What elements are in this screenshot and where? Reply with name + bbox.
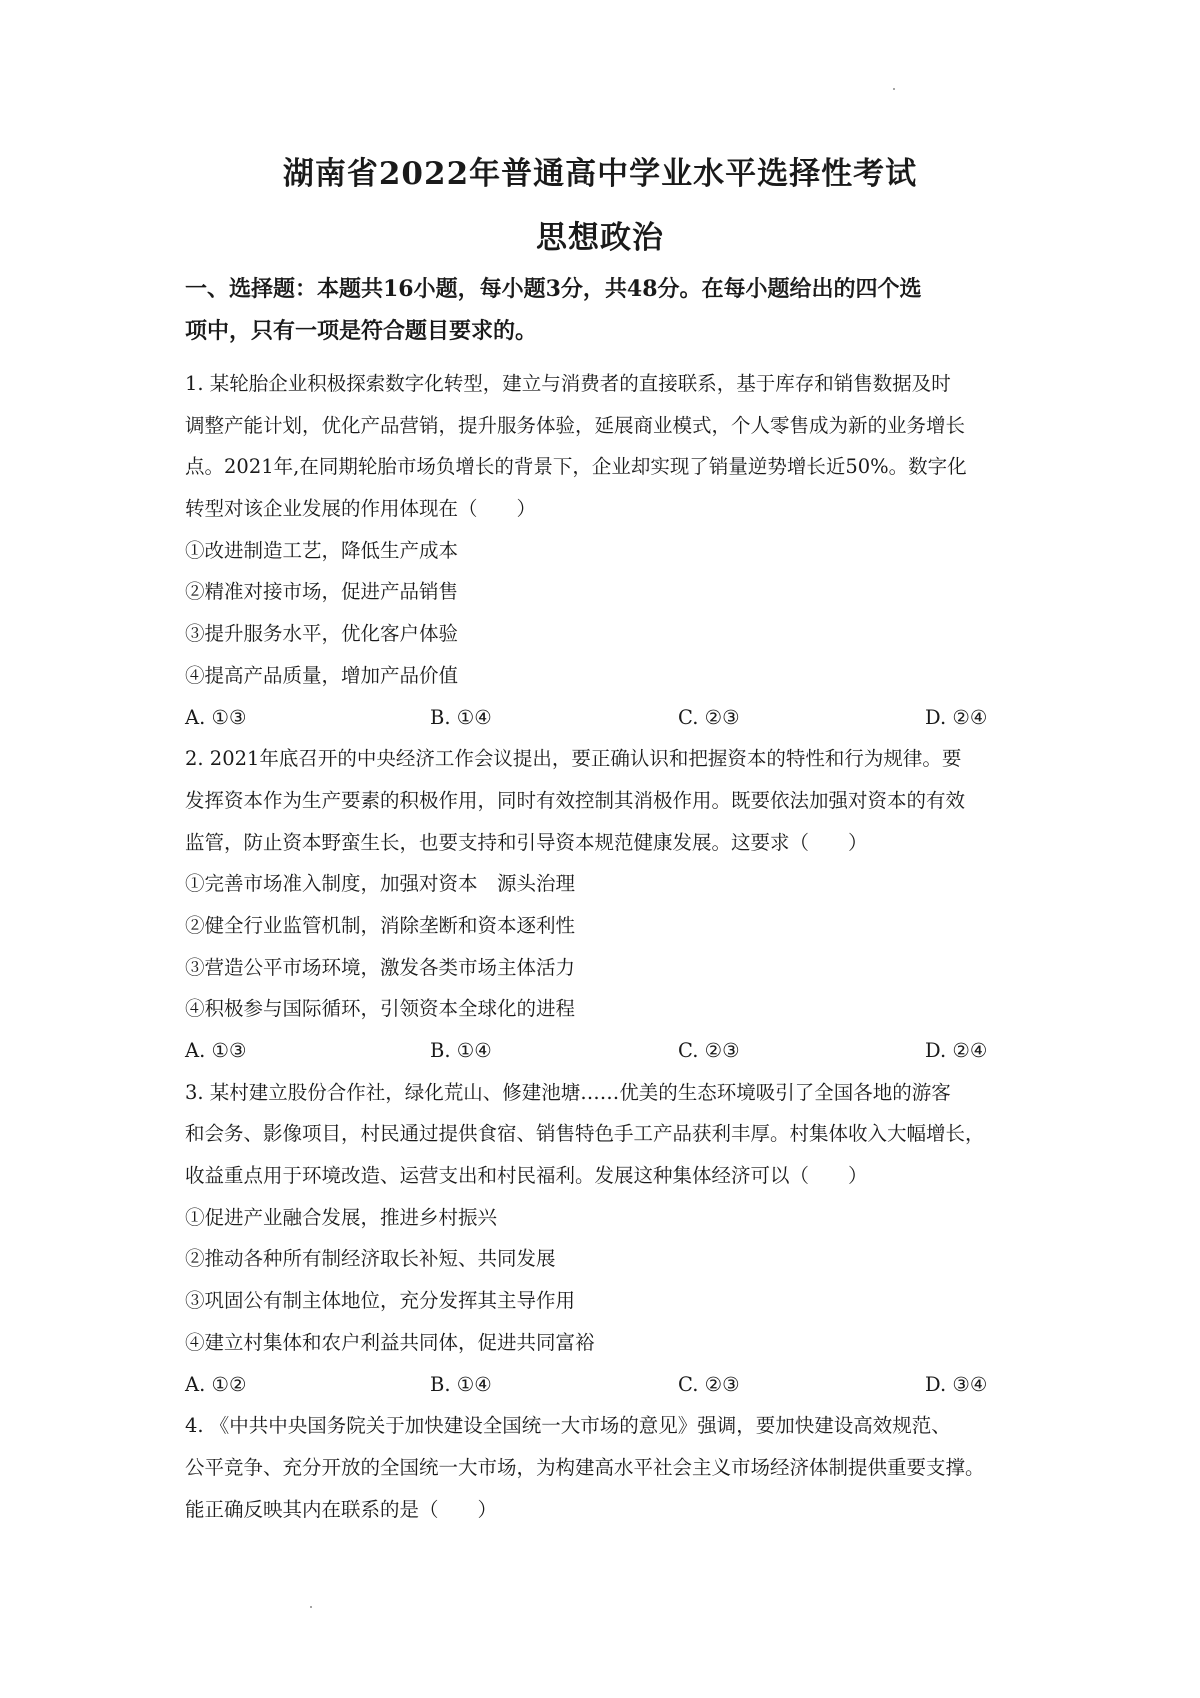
scan-speck — [310, 1606, 312, 1608]
question-item: ②推动各种所有制经济取长补短、共同发展 — [185, 1247, 556, 1271]
answer-options — [185, 1364, 1050, 1406]
option-c: C. ②③ — [678, 705, 740, 729]
question-stem-line: 和会务、影像项目，村民通过提供食宿、销售特色手工产品获利丰厚。村集体收入大幅增长， — [185, 1122, 985, 1146]
question-stem-line: 3. 某村建立股份合作社，绿化荒山、修建池塘……优美的生态环境吸引了全国各地的游客 — [185, 1080, 951, 1104]
question-stem-line: 收益重点用于环境改造、运营支出和村民福利。发展这种集体经济可以（ ） — [185, 1164, 868, 1188]
question-stem-line: 公平竞争、充分开放的全国统一大市场，为构建高水平社会主义市场经济体制提供重要支撑。 — [185, 1455, 985, 1479]
question-stem-line: 发挥资本作为生产要素的积极作用，同时有效控制其消极作用。既要依法加强对资本的有效 — [185, 788, 966, 812]
option-b: B. ①④ — [430, 705, 492, 729]
question-stem-line: 转型对该企业发展的作用体现在（ ） — [185, 497, 537, 521]
question-stem-line: 4. 《中共中央国务院关于加快建设全国统一大市场的意见》强调，要加快建设高效规范、 — [185, 1414, 951, 1438]
option-d: D. ③④ — [925, 1372, 988, 1396]
section-heading-line: 项中，只有一项是符合题目要求的。 — [185, 318, 538, 344]
question-item: ③营造公平市场环境，激发各类市场主体活力 — [185, 955, 576, 979]
question-item: ①促进产业融合发展，推进乡村振兴 — [185, 1205, 498, 1229]
option-b: B. ①④ — [430, 1372, 492, 1396]
section-heading — [185, 268, 1045, 352]
questions-list — [185, 363, 1050, 1530]
question-stem-line: 点。2021年,在同期轮胎市场负增长的背景下，企业却实现了销量逆势增长近50%。数字化 — [185, 455, 967, 479]
question-item: ①改进制造工艺，降低生产成本 — [185, 538, 459, 562]
question-4 — [185, 1405, 1050, 1530]
question-2 — [185, 738, 1050, 1072]
scan-speck — [893, 88, 895, 90]
question-item: ③提升服务水平，优化客户体验 — [185, 622, 459, 646]
question-item: ④提高产品质量，增加产品价值 — [185, 663, 459, 687]
option-b: B. ①④ — [430, 1039, 492, 1062]
question-stem-line: 监管，防止资本野蛮生长，也要支持和引导资本规范健康发展。这要求（ ） — [185, 830, 868, 854]
answer-options — [185, 1030, 1050, 1072]
option-d: D. ②④ — [925, 1039, 988, 1062]
option-c: C. ②③ — [678, 1039, 740, 1062]
question-item: ①完善市场准入制度，加强对资本 源头治理 — [185, 872, 576, 896]
answer-options — [185, 697, 1050, 739]
section-heading-line: 一、选择题：本题共16小题，每小题3分，共48分。在每小题给出的四个选 — [185, 276, 922, 302]
option-a: A. ①③ — [185, 1039, 247, 1062]
question-stem-line: 调整产能计划，优化产品营销，提升服务体验，延展商业模式，个人零售成为新的业务增长 — [185, 413, 966, 437]
question-stem-line: 2. 2021年底召开的中央经济工作会议提出，要正确认识和把握资本的特性和行为规律。要 — [185, 747, 962, 771]
question-1 — [185, 363, 1050, 738]
option-d: D. ②④ — [925, 705, 988, 729]
exam-title: 湖南省2022年普通高中学业水平选择性考试 — [282, 156, 918, 192]
question-item: ②精准对接市场，促进产品销售 — [185, 580, 459, 604]
question-item: ④建立村集体和农户利益共同体，促进共同富裕 — [185, 1330, 595, 1354]
question-item: ④积极参与国际循环，引领资本全球化的进程 — [185, 997, 576, 1021]
option-c: C. ②③ — [678, 1372, 740, 1396]
option-a: A. ①② — [185, 1372, 247, 1396]
question-stem-line: 1. 某轮胎企业积极探索数字化转型，建立与消费者的直接联系，基于库存和销售数据及时 — [185, 372, 951, 395]
option-a: A. ①③ — [185, 705, 247, 729]
question-item: ③巩固公有制主体地位，充分发挥其主导作用 — [185, 1289, 576, 1313]
question-item: ②健全行业监管机制，消除垄断和资本逐利性 — [185, 913, 576, 937]
question-stem-line: 能正确反映其内在联系的是（ ） — [185, 1497, 498, 1521]
question-3 — [185, 1072, 1050, 1406]
exam-subject: 思想政治 — [536, 220, 664, 256]
